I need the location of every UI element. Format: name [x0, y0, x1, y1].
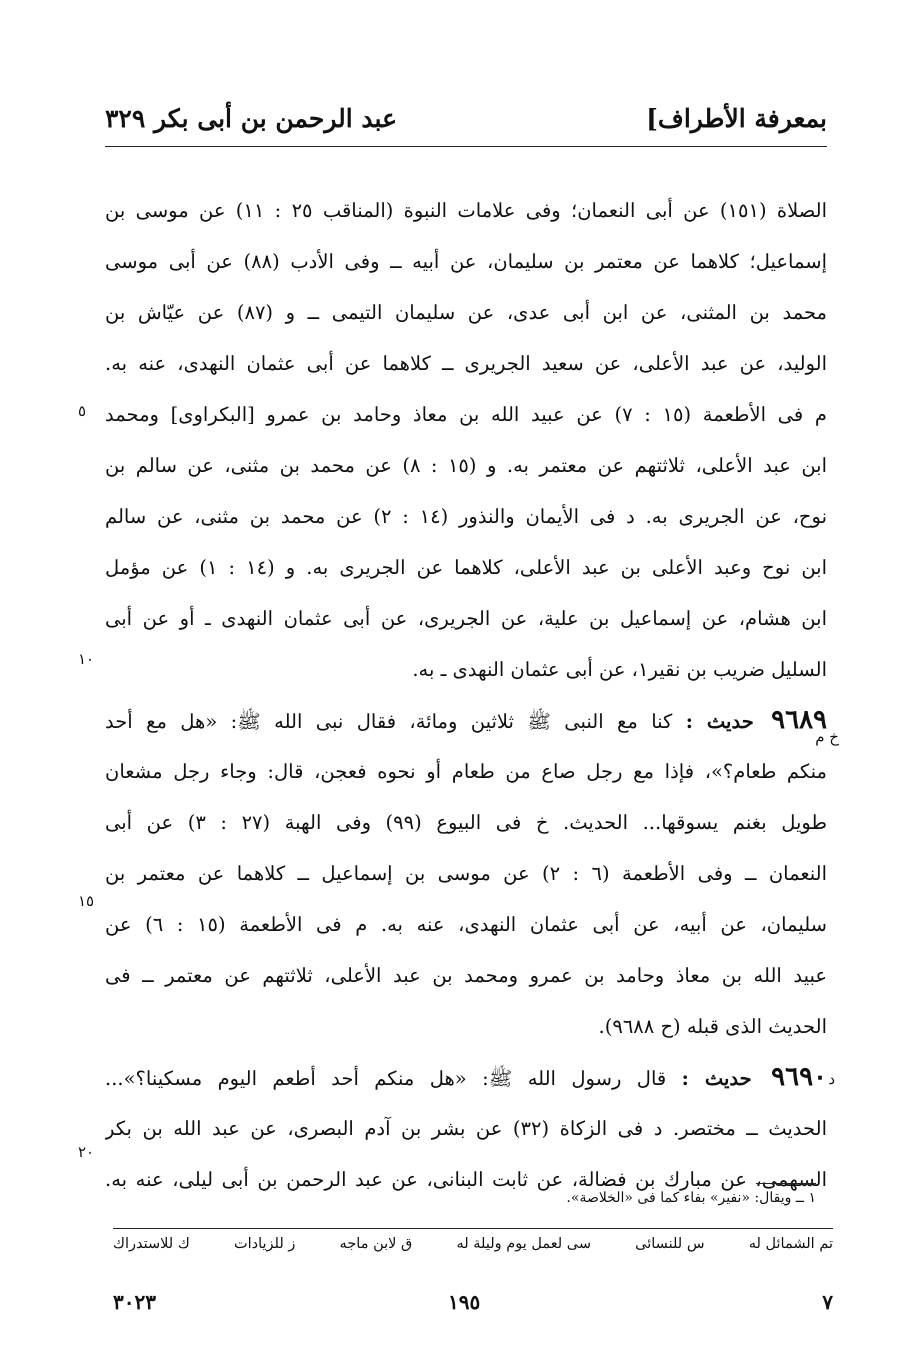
hadith-text: كنا مع النبى ﷺ ثلاثين ومائة، فقال نبى الله ﷺ: «هل مع أحد [105, 710, 673, 733]
text-line: ابن عبد الأعلى، ثلاثتهم عن معتمر به. و (١٥ : ٨) عن محمد بن مثنى، عن سالم بن [105, 454, 827, 477]
abbreviations-divider [113, 1228, 833, 1229]
hadith-text: قال رسول الله ﷺ: «هل منكم أحد أطعم اليوم مسكينا؟»... [105, 1067, 667, 1090]
line-number: ٢٠ [78, 1143, 95, 1161]
text-line: عبيد الله بن معاذ وحامد بن عمرو ومحمد بن عبد الأعلى، ثلاثتهم عن معتمر ــ فى [105, 964, 827, 987]
main-text [105, 185, 827, 1205]
abbreviation-item: ز للزيادات [233, 1236, 296, 1252]
text-line: الحديث الذى قبله (ح ٩٦٨٨). [598, 1015, 827, 1038]
hadith-label: حديث : [685, 710, 754, 733]
text-line: الصلاة (١٥١) عن أبى النعمان؛ وفى علامات النبوة (المناقب ٢٥ : ١١) عن موسى بن [105, 199, 827, 222]
page-header [105, 100, 827, 147]
volume-page-number: ٣٠٢٣ [113, 1290, 156, 1314]
hadith-label: حديث : [681, 1067, 752, 1090]
text-line: إسماعيل؛ كلاهما عن معتمر بن سليمان، عن أبيه ــ وفى الأدب (٨٨) عن أبى موسى [105, 250, 827, 273]
text-line: نوح، عن الجريرى به. د فى الأيمان والنذور (١٤ : ٢) عن محمد بن مثنى، عن سالم [105, 505, 827, 528]
abbreviations-key [113, 1236, 833, 1252]
abbreviation-item: سى لعمل يوم وليلة له [456, 1236, 591, 1252]
hadith-number: ٩٦٩٠ [771, 1062, 827, 1092]
abbreviation-item: س للنسائى [635, 1236, 705, 1252]
line-number: ١٥ [78, 892, 95, 910]
hadith-heading-9690 [105, 1052, 827, 1103]
text-line: النعمان ــ وفى الأطعمة (٦ : ٢) عن موسى بن إسماعيل ــ كلاهما عن معتمر بن [105, 862, 827, 885]
page-number: ١٩٥ [448, 1290, 481, 1314]
text-line: الحديث ــ مختصر. د فى الزكاة (٣٢) عن بشر بن آدم البصرى، عن عبد الله بن بكر [105, 1117, 827, 1140]
line-number: ٥ [78, 402, 87, 420]
hadith-heading-9689 [105, 695, 827, 746]
line-number: ١٠ [78, 650, 95, 668]
source-sigla: خ م [815, 728, 839, 746]
text-line: سليمان، عن أبيه، عن أبى عثمان النهدى، عنه به. م فى الأطعمة (١٥ : ٦) عن [105, 913, 827, 936]
text-line: محمد بن المثنى، عن ابن أبى عدى، عن سليمان التيمى ــ و (٨٧) عن عيّاش بن [105, 301, 827, 324]
text-line: طويل بغنم يسوقها... الحديث. خ فى البيوع (٩٩) وفى الهبة (٢٧ : ٣) عن أبى [105, 811, 827, 834]
running-title: عبد الرحمن بن أبى بكر ٣٢٩ [105, 104, 397, 133]
text-line: الوليد، عن عبد الأعلى، عن سعيد الجريرى ــ كلاهما عن أبى عثمان النهدى، عنه به. [105, 352, 827, 375]
text-line: م فى الأطعمة (١٥ : ٧) عن عبيد الله بن معاذ وحامد بن عمرو [البكراوى] ومحمد [105, 403, 827, 426]
abbreviation-item: ك للاستدراك [113, 1236, 190, 1252]
source-sigla: د [828, 1070, 835, 1088]
text-line: ابن نوح وعبد الأعلى بن عبد الأعلى، كلاهما عن الجريرى به. و (١٤ : ١) عن مؤمل [105, 556, 827, 579]
text-line: منكم طعام؟»، فإذا مع رجل صاع من طعام أو نحوه فعجن، قال: وجاء رجل مشعان [105, 760, 827, 783]
text-line: السليل ضريب بن نقير١، عن أبى عثمان النهدى ـ به. [412, 658, 827, 681]
footnote-divider [756, 1183, 816, 1184]
section-title: بمعرفة الأطراف] [646, 104, 827, 133]
abbreviation-item: ق لابن ماجه [339, 1236, 413, 1252]
hadith-number: ٩٦٨٩ [771, 705, 827, 735]
text-line: ابن هشام، عن إسماعيل بن علية، عن الجريرى، عن أبى عثمان النهدى ـ أو عن أبى [105, 607, 827, 630]
abbreviation-item: تم الشمائل له [748, 1236, 833, 1252]
text-line: السهمى، عن مبارك بن فضالة، عن ثابت البنانى، عن عبد الرحمن بن أبى ليلى، عنه به. [105, 1168, 827, 1191]
volume-number: ٧ [822, 1290, 833, 1314]
footnote: ١ ــ ويقال: «نفير» بفاء كما فى «الخلاصة». [566, 1190, 816, 1206]
